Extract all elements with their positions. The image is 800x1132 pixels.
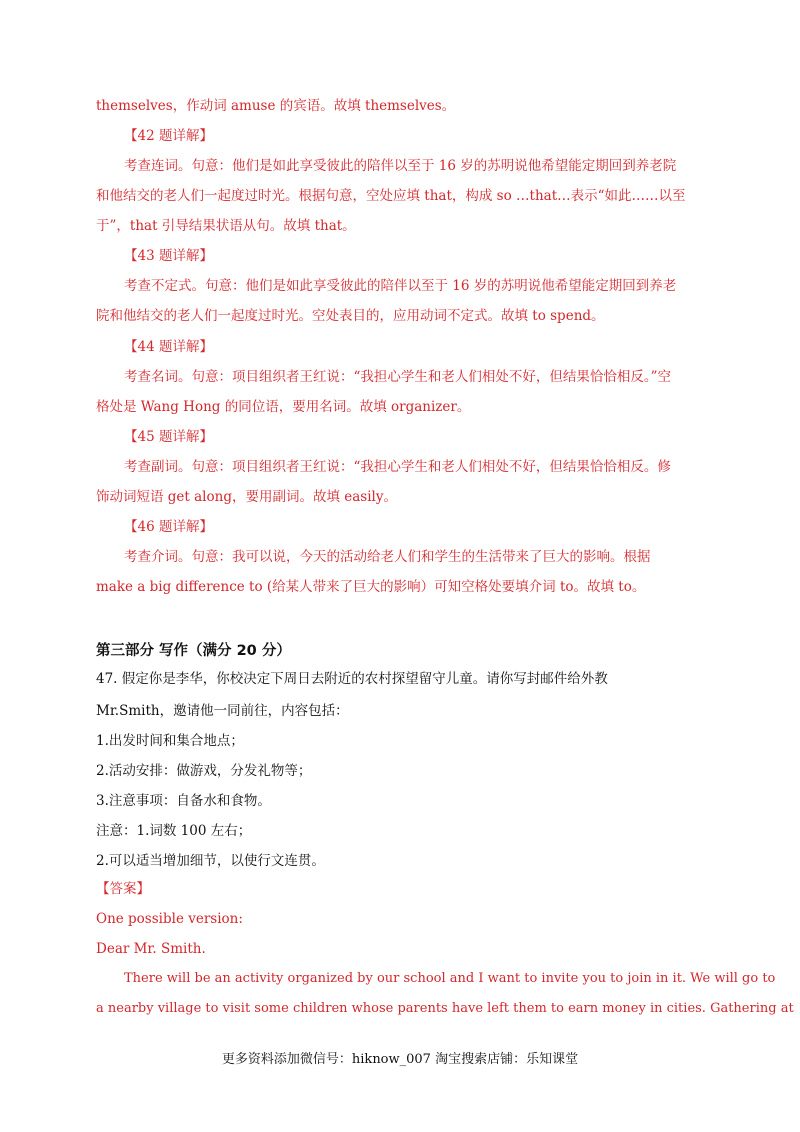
q44-title: 【44 题详解】: [124, 339, 213, 355]
q43-title: 【43 题详解】: [124, 248, 213, 264]
q46-line: 考查介词。句意：我可以说，今天的活动给老人们和学生的生活带来了巨大的影响。根据: [124, 549, 651, 565]
prompt-line: Mr.Smith，邀请他一同前往，内容包括：: [96, 703, 349, 719]
q42-title: 【42 题详解】: [124, 128, 213, 144]
prompt-line: 47. 假定你是李华，你校决定下周日去附近的农村探望留守儿童。请你写封邮件给外教: [96, 671, 608, 687]
explanation-41-continued: themselves，作动词 amuse 的宾语。故填 themselves。: [96, 98, 456, 114]
page-footer: 更多资料添加微信号：hiknow_007 淘宝搜索店铺：乐知课堂: [221, 1052, 579, 1067]
section3-heading: 第三部分 写作（满分 20 分）: [96, 643, 291, 659]
q43-line: 院和他结交的老人们一起度过时光。空处表目的，应用动词不定式。故填 to spend。: [96, 308, 605, 324]
q43-line: 考查不定式。句意：他们是如此享受彼此的陪伴以至于 16 岁的苏明说他希望能定期回到养老: [124, 278, 677, 294]
q44-line: 考查名词。句意：项目组织者王红说：“我担心学生和老人们相处不好，但结果恰恰相反。”空: [124, 369, 672, 385]
prompt-line: 1.出发时间和集合地点；: [96, 733, 244, 749]
prompt-line: 2.活动安排：做游戏，分发礼物等；: [96, 763, 312, 779]
q45-title: 【45 题详解】: [124, 429, 213, 445]
q42-line: 考查连词。句意：他们是如此享受彼此的陪伴以至于 16 岁的苏明说他希望能定期回到养老院: [124, 158, 677, 174]
prompt-line: 3.注意事项：自备水和食物。: [96, 793, 271, 809]
answer-line: One possible version:: [96, 911, 243, 927]
answer-line: a nearby village to visit some children whose parents have left them to earn money in cities. Gathering at: [96, 1001, 794, 1016]
q42-line: 和他结交的老人们一起度过时光。根据句意，空处应填 that，构成 so …that…表示“如此……以至: [96, 188, 686, 204]
prompt-line: 注意：1.词数 100 左右；: [96, 823, 252, 839]
q46-line: make a big difference to (给某人带来了巨大的影响）可知空格处要填介词 to。故填 to。: [96, 579, 646, 595]
q46-title: 【46 题详解】: [124, 519, 213, 535]
answer-line: There will be an activity organized by our school and I want to invite you to join in it. We will go to: [124, 971, 776, 986]
q44-line: 格处是 Wang Hong 的同位语，要用名词。故填 organizer。: [96, 399, 471, 415]
prompt-line: 2.可以适当增加细节，以使行文连贯。: [96, 853, 325, 869]
q45-line: 考查副词。句意：项目组织者王红说：“我担心学生和老人们相处不好，但结果恰恰相反。修: [124, 459, 671, 475]
answer-line: Dear Mr. Smith.: [96, 941, 206, 957]
q42-line: 于”，that 引导结果状语从句。故填 that。: [96, 218, 356, 234]
answer-label: 【答案】: [96, 881, 150, 897]
q45-line: 饰动词短语 get along，要用副词。故填 easily。: [96, 489, 397, 505]
